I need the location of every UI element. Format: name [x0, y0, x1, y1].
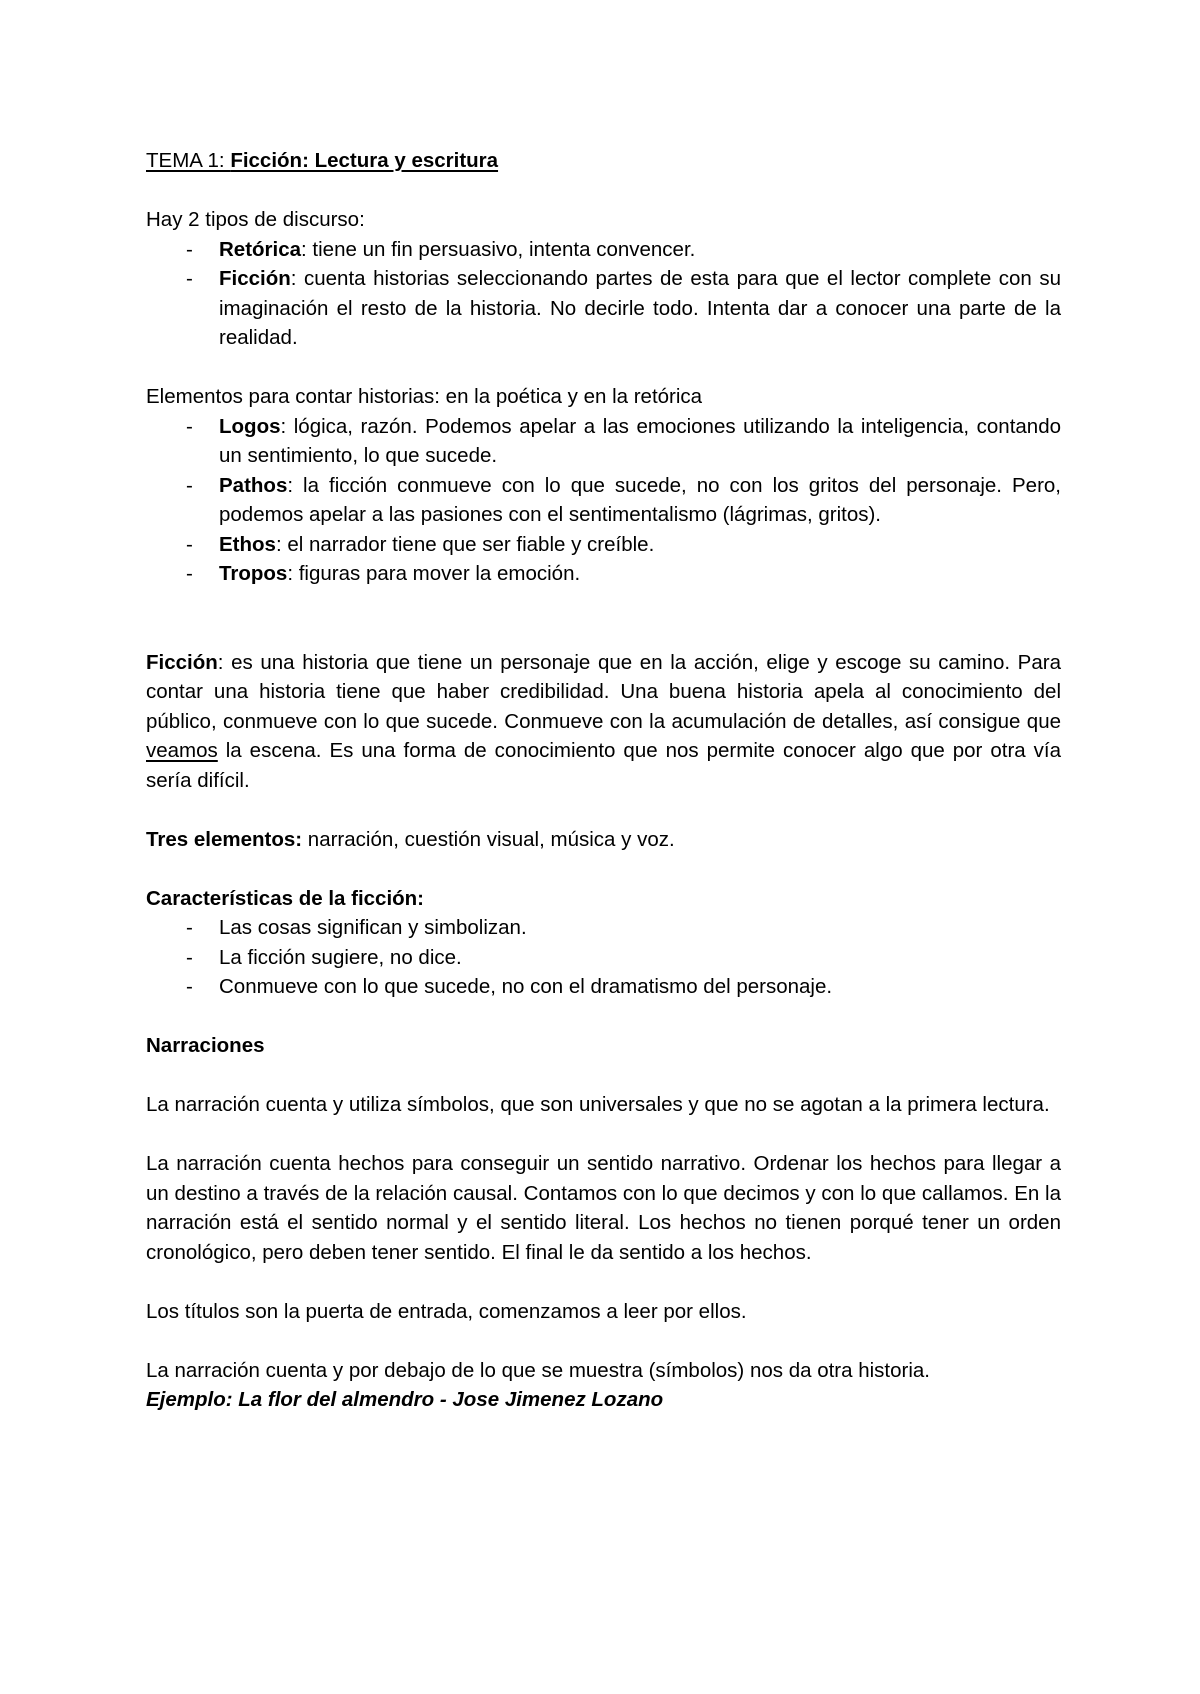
ficcion-text-b: la escena. Es una forma de conocimiento que nos permite conocer algo que por otra vía sería difícil.	[146, 739, 1061, 792]
term-tres-elementos: Tres elementos:	[146, 827, 303, 851]
list-item-text: : la ficción conmueve con lo que sucede, no con los gritos del personaje. Pero, podemos apelar a las pasiones con el sentimentalismo (lágrimas, gritos).	[219, 473, 1061, 526]
narraciones-paragraph-3: Los títulos son la puerta de entrada, comenzamos a leer por ellos.	[146, 1299, 747, 1323]
document-title	[146, 146, 1061, 176]
example-line: Ejemplo: La flor del almendro - Jose Jimenez Lozano	[146, 1388, 664, 1411]
narraciones-heading	[146, 1031, 1061, 1061]
list-item: - La ficción sugiere, no dice.	[146, 943, 1061, 973]
narraciones-paragraph-4: La narración cuenta y por debajo de lo que se muestra (símbolos) nos da otra historia.	[146, 1358, 930, 1382]
list-item	[146, 530, 1061, 560]
list-item-text: : el narrador tiene que ser fiable y creíble.	[275, 532, 655, 556]
term-retorica: Retórica	[219, 237, 302, 261]
discurso-intro: Hay 2 tipos de discurso:	[146, 208, 365, 231]
narraciones-heading-text: Narraciones	[146, 1034, 265, 1057]
elementos-intro: Elementos para contar historias: en la poética y en la retórica	[146, 385, 703, 408]
title-prefix: TEMA 1:	[146, 149, 231, 172]
list-item-text: : lógica, razón. Podemos apelar a las emociones utilizando la inteligencia, contando un sentimiento, lo que sucede.	[219, 414, 1061, 467]
list-item	[146, 559, 1061, 589]
list-item-text: : cuenta historias seleccionando partes de esta para que el lector complete con su imaginación el resto de la historia. No decirle todo. Intenta dar a conocer una parte de la realidad.	[219, 267, 1061, 349]
narraciones-paragraph-1: La narración cuenta y utiliza símbolos, que son universales y que no se agotan a la primera lectura.	[146, 1093, 1050, 1116]
term-logos: Logos	[219, 414, 281, 438]
tres-elementos-text: narración, cuestión visual, música y voz.	[302, 827, 675, 851]
ficcion-text-a: : es una historia que tiene un personaje que en la acción, elige y escoge su camino. Para contar una historia tiene que haber credibilidad. Una buena historia apela al conocimiento del público, conmueve con lo que sucede. Conmueve con la acumulación de detalles, así consigue que	[146, 650, 1061, 733]
discurso-list	[146, 235, 1061, 353]
elementos-list	[146, 412, 1061, 589]
term-ficcion: Ficción	[219, 267, 291, 290]
list-item	[146, 264, 1061, 353]
document-page	[146, 146, 1061, 1415]
ficcion-definition	[146, 648, 1061, 796]
list-item-text: : figuras para mover la emoción.	[287, 562, 581, 585]
list-item	[146, 412, 1061, 471]
tres-elementos	[146, 825, 1061, 855]
term-tropos: Tropos	[219, 562, 288, 585]
narraciones-paragraph-2: La narración cuenta hechos para conseguir un sentido narrativo. Ordenar los hechos para llegar a un destino a través de la relación causal. Contamos con lo que decimos y con lo que callamos. En la narración está el sentido normal y el sentido literal. Los hechos no tienen porqué tener un orden cronológico, pero deben tener sentido. El final le da sentido a los hechos.	[146, 1152, 1061, 1264]
underlined-word: veamos	[146, 739, 218, 762]
term-ethos: Ethos	[219, 532, 276, 556]
term-ficcion-def: Ficción	[146, 650, 218, 674]
list-item-text: : tiene un fin persuasivo, intenta convencer.	[301, 237, 696, 261]
caracteristicas-list	[146, 913, 1061, 1002]
caracteristicas-heading	[146, 884, 1061, 914]
title-bold: Ficción: Lectura y escritura	[230, 149, 499, 172]
caracteristicas-heading-text: Características de la ficción:	[146, 886, 425, 910]
list-item	[146, 235, 1061, 265]
list-item	[146, 471, 1061, 530]
list-item: - Conmueve con lo que sucede, no con el dramatismo del personaje.	[146, 972, 1061, 1002]
list-item: - Las cosas significan y simbolizan.	[146, 913, 1061, 943]
term-pathos: Pathos	[219, 473, 288, 497]
